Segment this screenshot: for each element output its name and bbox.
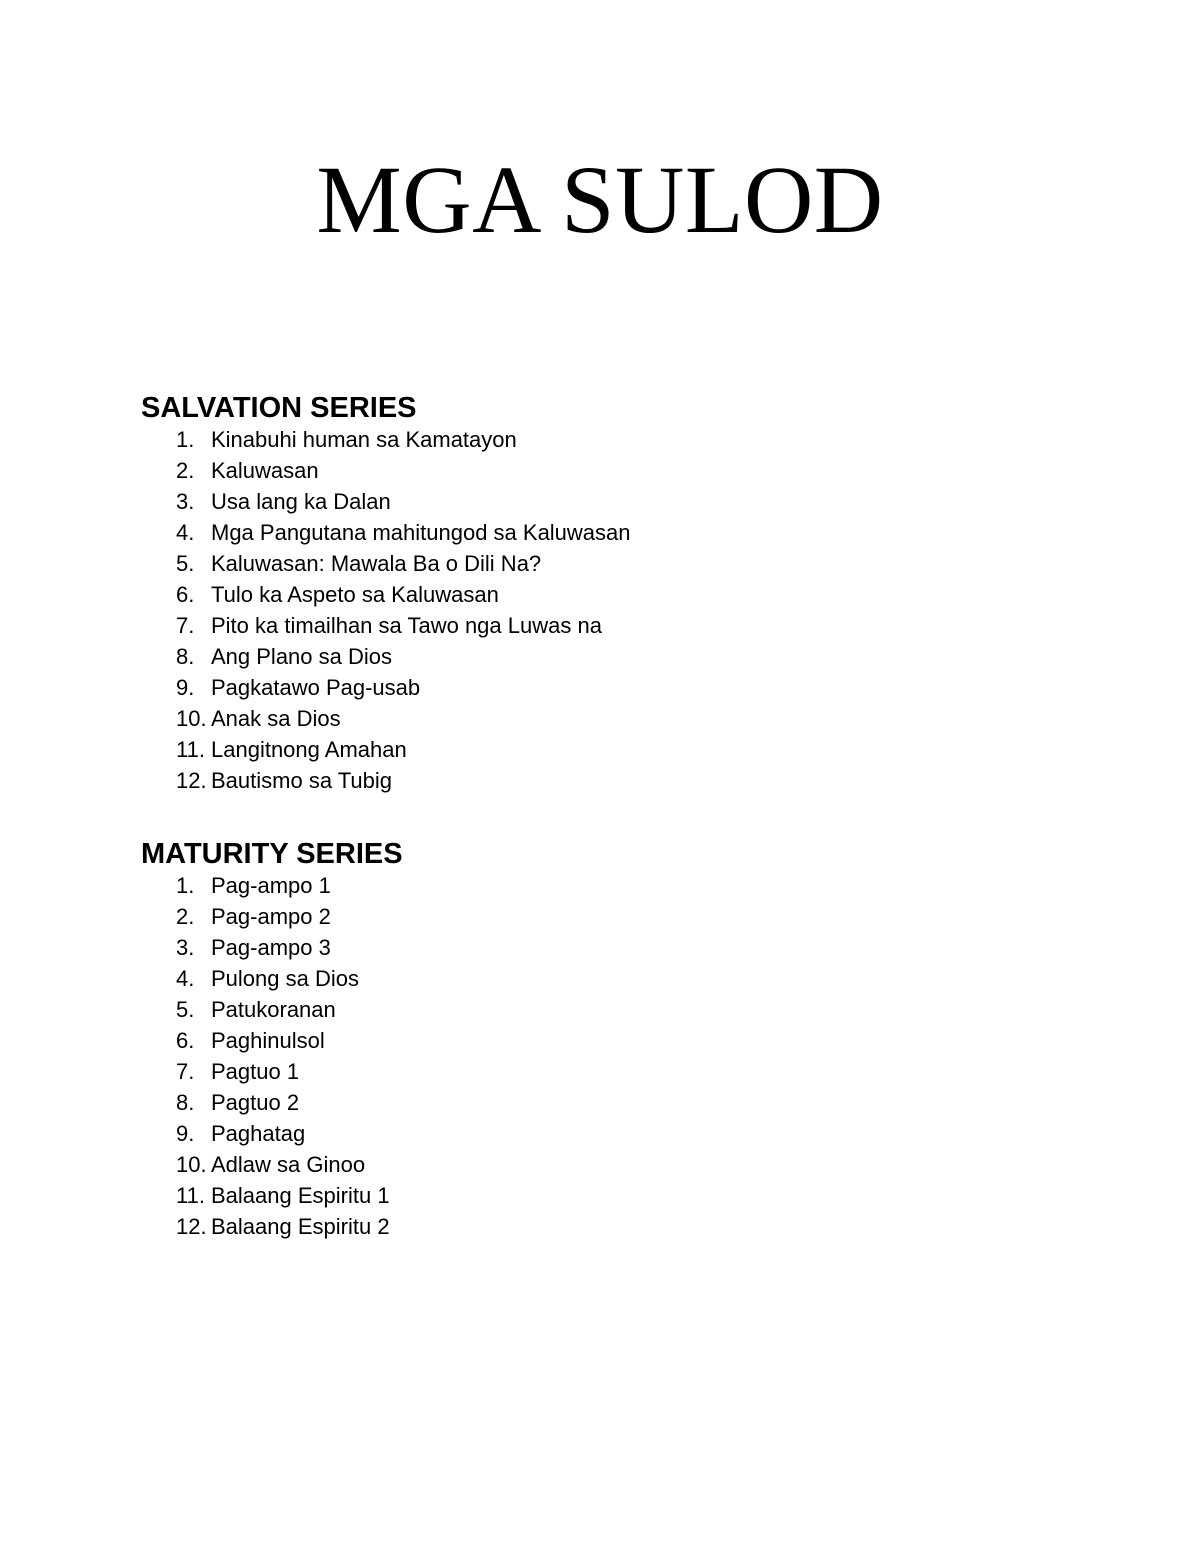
list-item-label: Balaang Espiritu 2 — [211, 1214, 390, 1239]
list-item-number: 12. — [176, 768, 207, 793]
list-item-label: Bautismo sa Tubig — [211, 768, 392, 793]
list-item-label: Balaang Espiritu 1 — [211, 1183, 390, 1208]
salvation-series-list — [141, 424, 941, 796]
list-item — [141, 870, 941, 901]
list-item-number: 11. — [176, 1183, 205, 1208]
list-item — [141, 734, 941, 765]
section-heading: MATURITY SERIES — [141, 838, 403, 870]
list-item-number: 8. — [176, 644, 195, 669]
page-title: MGA SULOD — [316, 146, 884, 253]
list-item — [141, 672, 941, 703]
list-item-label: Usa lang ka Dalan — [211, 489, 391, 514]
list-item-number: 2. — [176, 458, 195, 483]
list-item — [141, 932, 941, 963]
list-item-label: Anak sa Dios — [211, 706, 341, 731]
list-item — [141, 579, 941, 610]
list-item-number: 9. — [176, 675, 195, 700]
list-item-label: Kaluwasan — [211, 458, 319, 483]
list-item-label: Pag-ampo 3 — [211, 935, 331, 960]
list-item-label: Kinabuhi human sa Kamatayon — [211, 427, 517, 452]
list-item-number: 3. — [176, 935, 195, 960]
list-item-number: 6. — [176, 1028, 195, 1053]
list-item-label: Langitnong Amahan — [211, 737, 407, 762]
list-item — [141, 1118, 941, 1149]
list-item — [141, 486, 941, 517]
list-item-number: 10. — [176, 1152, 207, 1177]
list-item-number: 3. — [176, 489, 195, 514]
list-item — [141, 455, 941, 486]
list-item-label: Paghatag — [211, 1121, 306, 1146]
maturity-series-section — [141, 838, 941, 1242]
list-item-label: Mga Pangutana mahitungod sa Kaluwasan — [211, 520, 631, 545]
list-item — [141, 703, 941, 734]
list-item-number: 12. — [176, 1214, 207, 1239]
list-item-label: Kaluwasan: Mawala Ba o Dili Na? — [211, 551, 542, 576]
salvation-series-section — [141, 392, 941, 796]
list-item — [141, 548, 941, 579]
list-item — [141, 641, 941, 672]
list-item — [141, 610, 941, 641]
list-item-number: 4. — [176, 966, 195, 991]
list-item — [141, 1025, 941, 1056]
list-item — [141, 1149, 941, 1180]
list-item-label: Tulo ka Aspeto sa Kaluwasan — [211, 582, 499, 607]
list-item — [141, 1211, 941, 1242]
list-item-number: 11. — [176, 737, 205, 762]
list-item-label: Patukoranan — [211, 997, 336, 1022]
list-item-number: 5. — [176, 997, 195, 1022]
list-item-label: Pito ka timailhan sa Tawo nga Luwas na — [211, 613, 602, 638]
list-item-number: 8. — [176, 1090, 195, 1115]
list-item-number: 6. — [176, 582, 195, 607]
list-item-label: Pagtuo 2 — [211, 1090, 300, 1115]
list-item — [141, 963, 941, 994]
list-item-label: Pagtuo 1 — [211, 1059, 300, 1084]
list-item-number: 5. — [176, 551, 195, 576]
list-item-label: Paghinulsol — [211, 1028, 325, 1053]
list-item — [141, 517, 941, 548]
list-item-label: Pagkatawo Pag-usab — [211, 675, 421, 700]
list-item-number: 10. — [176, 706, 207, 731]
list-item-label: Adlaw sa Ginoo — [211, 1152, 366, 1177]
maturity-series-list — [141, 870, 941, 1242]
list-item-label: Pag-ampo 1 — [211, 873, 331, 898]
list-item-number: 7. — [176, 613, 195, 638]
list-item-label: Pag-ampo 2 — [211, 904, 331, 929]
list-item-label: Pulong sa Dios — [211, 966, 359, 991]
list-item — [141, 765, 941, 796]
list-item — [141, 1087, 941, 1118]
list-item — [141, 1056, 941, 1087]
list-item — [141, 1180, 941, 1211]
list-item — [141, 901, 941, 932]
list-item-number: 1. — [176, 873, 195, 898]
list-item-number: 2. — [176, 904, 195, 929]
list-item — [141, 424, 941, 455]
list-item-label: Ang Plano sa Dios — [211, 644, 392, 669]
section-heading: SALVATION SERIES — [141, 392, 417, 424]
list-item-number: 9. — [176, 1121, 195, 1146]
list-item-number: 7. — [176, 1059, 195, 1084]
list-item — [141, 994, 941, 1025]
list-item-number: 1. — [176, 427, 195, 452]
list-item-number: 4. — [176, 520, 195, 545]
